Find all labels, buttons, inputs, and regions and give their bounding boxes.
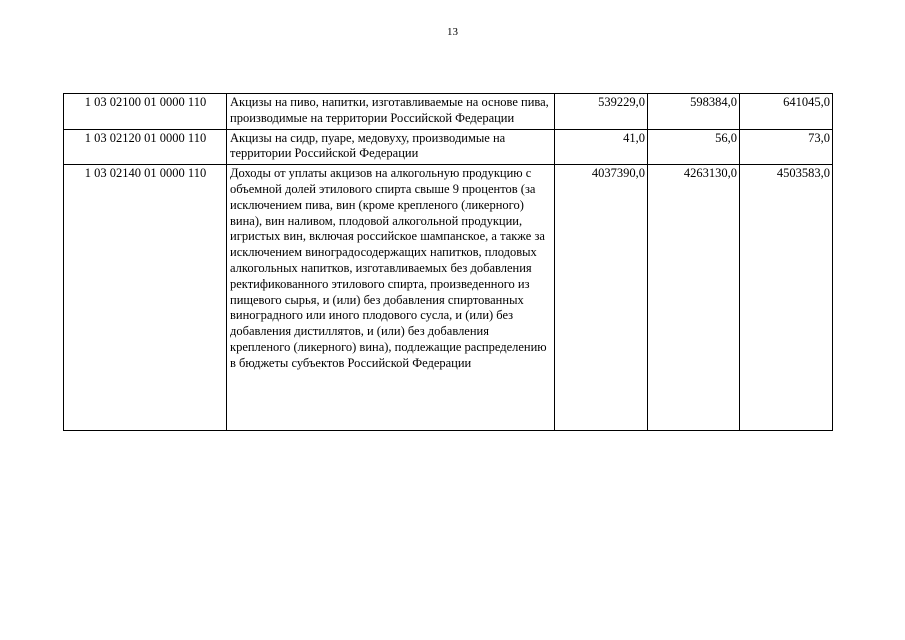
budget-code-cell: 1 03 02100 01 0000 110 <box>64 94 227 130</box>
budget-code-cell: 1 03 02140 01 0000 110 <box>64 165 227 431</box>
description-cell: Доходы от уплаты акцизов на алкогольную продукцию с объемной долей этилового спирта свыше 9 процентов (за исключением пива, вин (кроме крепленого (ликерного) вина), вин наливом, плодовой алкогольной продукции, игристых вин, включая российское шампанское, а также за исключением виноградосодержащих напитков, плодовых алкогольных напитков, изготавливаемых без добавления ректификованного этилового спирта, произведенного из пищевого сырья, и (или) без добавления спиртованных виноградного или иного плодового сусла, и (или) без добавления дистиллятов, и (или) без добавления крепленого (ликерного) вина), подлежащие распределению в бюджеты субъектов Российской Федерации <box>227 165 555 431</box>
value-cell-year1: 539229,0 <box>555 94 648 130</box>
value-cell-year2: 56,0 <box>648 129 740 165</box>
description-cell: Акцизы на пиво, напитки, изготавливаемые на основе пива, производимые на территории Российской Федерации <box>227 94 555 130</box>
table-row <box>64 94 833 130</box>
value-cell-year3: 4503583,0 <box>740 165 833 431</box>
value-cell-year1: 41,0 <box>555 129 648 165</box>
revenue-table <box>63 93 833 431</box>
value-cell-year2: 4263130,0 <box>648 165 740 431</box>
page-number: 13 <box>447 26 458 38</box>
description-cell: Акцизы на сидр, пуаре, медовуху, производимые на территории Российской Федерации <box>227 129 555 165</box>
table-row <box>64 165 833 431</box>
value-cell-year2: 598384,0 <box>648 94 740 130</box>
value-cell-year1: 4037390,0 <box>555 165 648 431</box>
budget-code-cell: 1 03 02120 01 0000 110 <box>64 129 227 165</box>
value-cell-year3: 73,0 <box>740 129 833 165</box>
table-row <box>64 129 833 165</box>
value-cell-year3: 641045,0 <box>740 94 833 130</box>
